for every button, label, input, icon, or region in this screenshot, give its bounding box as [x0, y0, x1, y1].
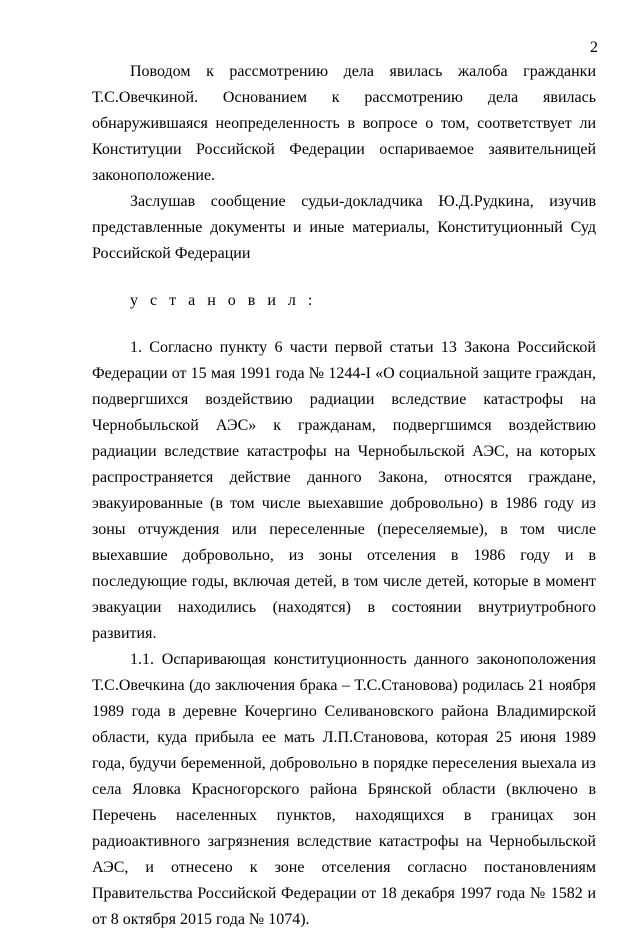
paragraph-hearing: Заслушав сообщение судьи-докладчика Ю.Д.Рудкина, изучив представленные документы и иные материалы, Конституционный Суд Российской Федерации — [92, 193, 596, 262]
spacer — [92, 267, 596, 288]
section-heading: у с т а н о в и л : — [130, 292, 317, 309]
paragraph-law-provision: 1. Согласно пункту 6 части первой статьи 13 Закона Российской Федерации от 15 мая 1991 года № 1244-I «О социальной защите граждан, подвергшихся воздействию радиации вследствие катастрофы на Чернобыльской АЭС» к гражданам, подвергшимся воздействию радиации вследствие катастрофы на Чернобыльской АЭС, на которых распространяется действие данного Закона, относятся граждане, эвакуированные (в том числе выехавшие добровольно) в 1986 году из зоны отчуждения или переселенные (переселяемые), в том числе выехавшие добровольно, из зоны отселения в 1986 году и в последующие годы, включая детей, в том числе детей, которые в момент эвакуации находились (находятся) в состоянии внутриутробного развития. — [92, 339, 596, 642]
paragraph-complaint: Поводом к рассмотрению дела явилась жалоба гражданки Т.С.Овечкиной. Основанием к рассмотрению дела явилась обнаружившаяся неопределенность в вопросе о том, соответствует ли Конституции Российской Федерации оспариваемое заявительницей законоположение. — [92, 63, 596, 184]
document-body — [92, 59, 596, 933]
page-number: 2 — [590, 39, 598, 56]
paragraph-applicant-facts: 1.1. Оспаривающая конституционность данного законоположения Т.С.Овечкина (до заключения брака – Т.С.Становова) родилась 21 ноября 1989 года в деревне Кочергино Селивановского района Владимирской области, куда прибыла ее мать Л.П.Становова, которая 25 июня 1989 года, будучи беременной, добровольно в порядке переселения выехала из села Яловка Красногорского района Брянской области (включено в Перечень населенных пунктов, находящихся в границах зон радиоактивного загрязнения вследствие катастрофы на Чернобыльской АЭС, и отнесено к зоне отселения согласно постановлениям Правительства Российской Федерации от 18 декабря 1997 года № 1582 и от 8 октября 2015 года № 1074). — [92, 651, 596, 928]
spacer — [92, 314, 596, 335]
